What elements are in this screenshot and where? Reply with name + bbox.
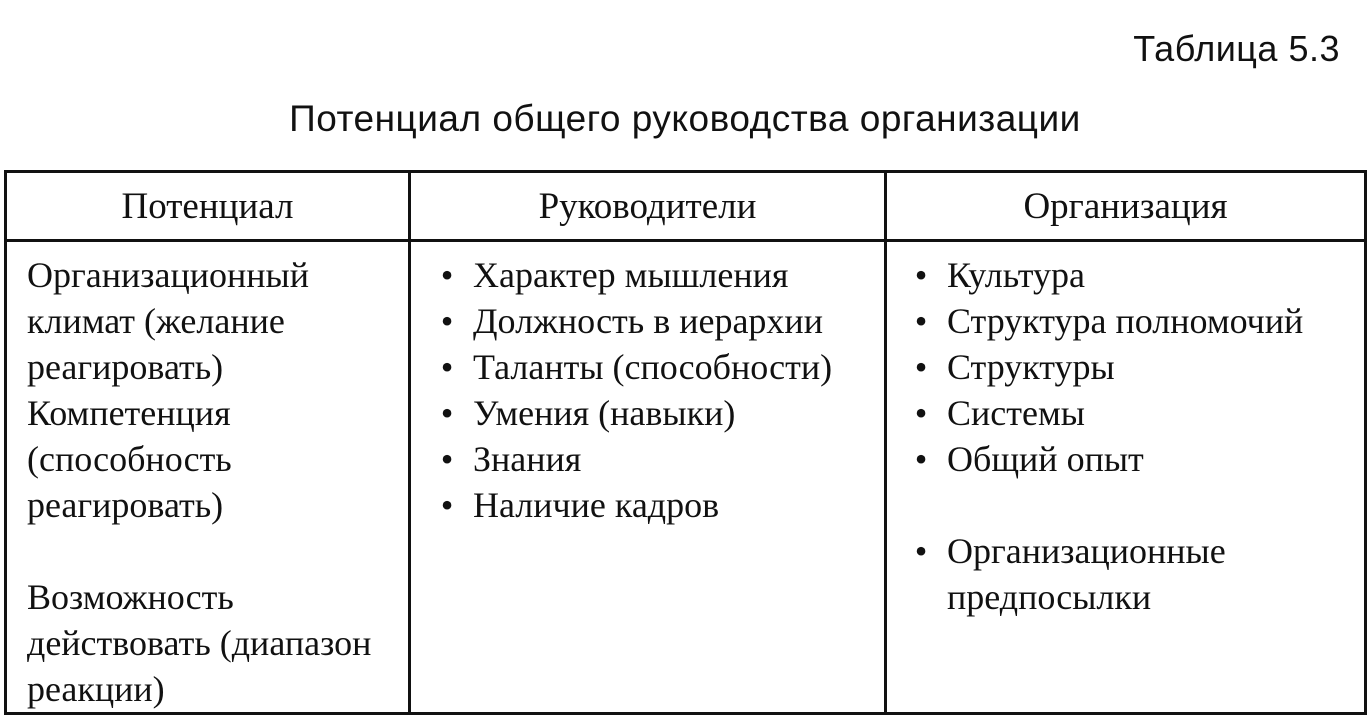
potential-competence: Компетенция (способность реагировать) [27, 393, 232, 525]
list-item [423, 482, 870, 528]
bullet-icon: • [914, 393, 928, 433]
bullet-icon: • [440, 301, 454, 341]
list-item [897, 298, 1350, 344]
list-item-text: Характер мышления [473, 255, 789, 295]
bullet-icon: • [440, 347, 454, 387]
list-item-text: Знания [473, 439, 582, 479]
list-item-text: Таланты (способности) [473, 347, 833, 387]
body-row [6, 241, 1366, 714]
header-potential: Потенциал [6, 172, 410, 241]
cell-managers [410, 241, 886, 714]
table-number: Таблица 5.3 [1133, 28, 1340, 69]
list-item [423, 344, 870, 390]
potential-opportunity: Возможность действовать (диапазон реакции) [27, 577, 372, 709]
bullet-icon: • [914, 301, 928, 341]
bullet-icon: • [440, 485, 454, 525]
list-item-text: Наличие кадров [473, 485, 720, 525]
header-organization: Организация [886, 172, 1366, 241]
table-title: Потенциал общего руководства организации [289, 98, 1081, 139]
header-managers: Руководители [410, 172, 886, 241]
header-row [6, 172, 1366, 241]
list-item [897, 390, 1350, 436]
list-item [897, 436, 1350, 482]
list-item [423, 436, 870, 482]
list-item [897, 252, 1350, 298]
bullet-icon: • [440, 393, 454, 433]
list-item [897, 344, 1350, 390]
bullet-icon: • [440, 255, 454, 295]
list-item [423, 390, 870, 436]
list-item [423, 298, 870, 344]
list-item-text: Культура [947, 255, 1085, 295]
bullet-icon: • [914, 439, 928, 479]
list-item [897, 528, 1350, 620]
bullet-icon: • [914, 531, 928, 571]
organization-list [897, 252, 1350, 620]
list-item-text: Структура полномочий [947, 301, 1304, 341]
list-item-text: Общий опыт [947, 439, 1144, 479]
list-item-text: Организационные предпосылки [947, 531, 1226, 617]
bullet-icon: • [914, 255, 928, 295]
cell-organization [886, 241, 1366, 714]
potential-table [4, 170, 1367, 715]
list-item-text: Системы [947, 393, 1085, 433]
bullet-icon: • [440, 439, 454, 479]
list-item-text: Должность в иерархии [473, 301, 823, 341]
potential-climate: Организационный климат (желание реагировать) [27, 255, 309, 387]
cell-potential [6, 241, 410, 714]
managers-list [423, 252, 870, 528]
list-item-text: Умения (навыки) [473, 393, 736, 433]
list-item-text: Структуры [947, 347, 1115, 387]
bullet-icon: • [914, 347, 928, 387]
list-item [423, 252, 870, 298]
